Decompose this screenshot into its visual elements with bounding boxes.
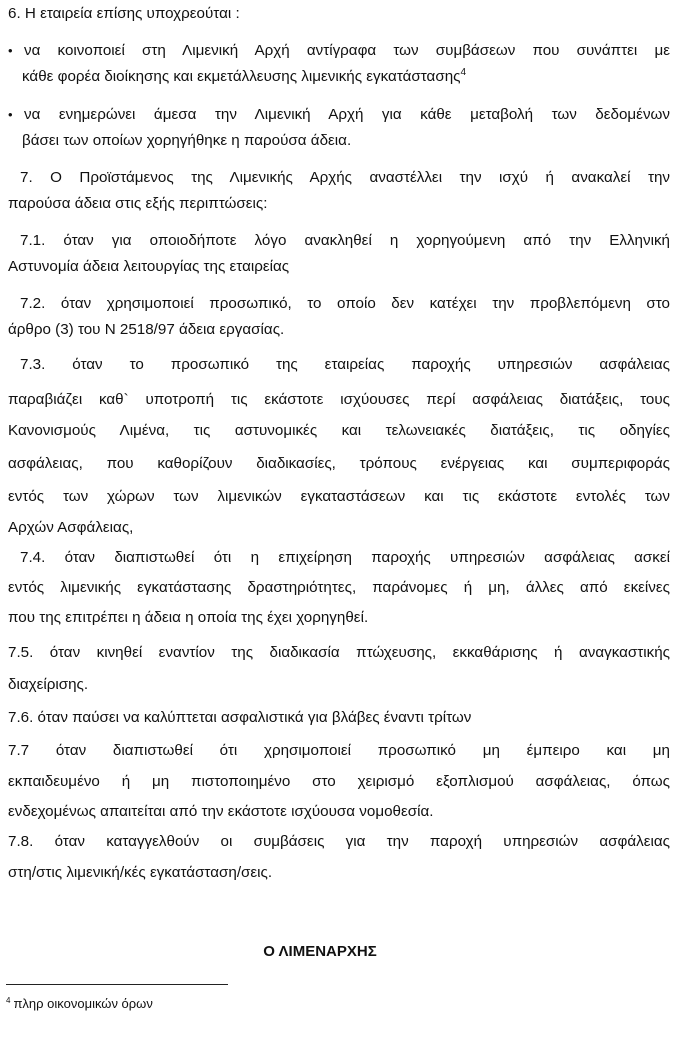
clause-7-2-line: 7.2. όταν χρησιμοποιεί προσωπικό, το οποίο δεν κατέχει την προβλεπόμενη στο (20, 295, 670, 312)
clause-7-3-line: Αρχών Ασφάλειας, (8, 519, 134, 536)
footnote-mark: 4 (6, 995, 11, 1005)
paragraph-6-heading: 6. Η εταιρεία επίσης υποχρεούται : (8, 5, 240, 22)
footnote-divider (6, 984, 228, 985)
bullet-line-continued: κάθε φορέα διοίκησης και εκμετάλλευσης λιμενικής εγκατάστασης$^4$ (22, 66, 467, 85)
paragraph-7-line: 7. Ο Προϊστάμενος της Λιμενικής Αρχής αναστέλλει την ισχύ ή ανακαλεί την (20, 169, 670, 186)
clause-7-3-line: ασφάλειας, που καθορίζουν διαδικασίες, τρόπους ενέργειας και συμπεριφοράς (8, 455, 670, 472)
footnote-reference: 4 (460, 66, 467, 78)
clause-7-1-line: 7.1. όταν για οποιοδήποτε λόγο ανακληθεί η χορηγούμενη από την Ελληνική (20, 232, 670, 249)
clause-7-1-line: Αστυνομία άδεια λειτουργίας της εταιρείας (8, 258, 290, 275)
bullet-icon: • (8, 43, 13, 58)
clause-7-7-line: εκπαιδευμένο ή μη πιστοποιημένο στο χειρισμό εξοπλισμού ασφάλειας, όπως (8, 773, 670, 790)
bullet-line-continued: βάσει των οποίων χορηγήθηκε η παρούσα άδεια. (22, 132, 352, 149)
bullet-line: • να κοινοποιεί στη Λιμενική Αρχή αντίγραφα των συμβάσεων που συνάπτει με (8, 42, 670, 59)
clause-7-2-line: άρθρο (3) του Ν 2518/97 άδεια εργασίας. (8, 321, 285, 338)
clause-7-4-line: 7.4. όταν διαπιστωθεί ότι η επιχείρηση παροχής υπηρεσιών ασφάλειας ασκεί (20, 549, 670, 566)
clause-7-7-line: ενδεχομένως απαιτείται από την εκάστοτε ισχύουσα νομοθεσία. (8, 803, 434, 820)
paragraph-7-line: παρούσα άδεια στις εξής περιπτώσεις: (8, 195, 268, 212)
clause-7-3-line: παραβιάζει καθ` υποτροπή τις εκάστοτε ισχύουσες περί ασφάλειας διατάξεις, τους (8, 391, 670, 408)
footnote-text: πληρ οικονομικών όρων (13, 996, 153, 1011)
clause-7-8-line: 7.8. όταν καταγγελθούν οι συμβάσεις για την παροχή υπηρεσιών ασφάλειας (8, 833, 670, 850)
footnote (6, 996, 153, 1012)
clause-7-3-line: Κανονισμούς Λιμένα, τις αστυνομικές και τελωνειακές διατάξεις, τις οδηγίες (8, 422, 670, 439)
clause-7-5-line: διαχείρισης. (8, 676, 89, 693)
clause-7-8-line: στη/στις λιμενική/κές εγκατάσταση/σεις. (8, 864, 273, 881)
clause-7-6-line: 7.6. όταν παύσει να καλύπτεται ασφαλιστικά για βλάβες έναντι τρίτων (8, 709, 472, 726)
clause-7-3-line: εντός των χώρων των λιμενικών εγκαταστάσεων και τις εκάστοτε εντολές των (8, 488, 670, 505)
bullet-line: • να ενημερώνει άμεσα την Λιμενική Αρχή για κάθε μεταβολή των δεδομένων (8, 106, 670, 123)
clause-7-3-line: 7.3. όταν το προσωπικό της εταιρείας παροχής υπηρεσιών ασφάλειας (20, 356, 670, 373)
bullet-icon: • (8, 107, 13, 122)
clause-7-4-line: εντός λιμενικής εγκατάστασης δραστηριότητες, παράνομες ή μη, άλλες από εκείνες (8, 579, 670, 596)
clause-7-5-line: 7.5. όταν κινηθεί εναντίον της διαδικασία πτώχευσης, εκκαθάρισης ή αναγκαστικής (8, 644, 670, 661)
clause-7-7-line: 7.7 όταν διαπιστωθεί ότι χρησιμοποιεί προσωπικό μη έμπειρο και μη (8, 742, 670, 759)
clause-7-4-line: που της επιτρέπει η άδεια η οποία της έχει χορηγηθεί. (8, 609, 369, 626)
signature-title: Ο ΛΙΜΕΝΑΡΧΗΣ (263, 943, 377, 960)
